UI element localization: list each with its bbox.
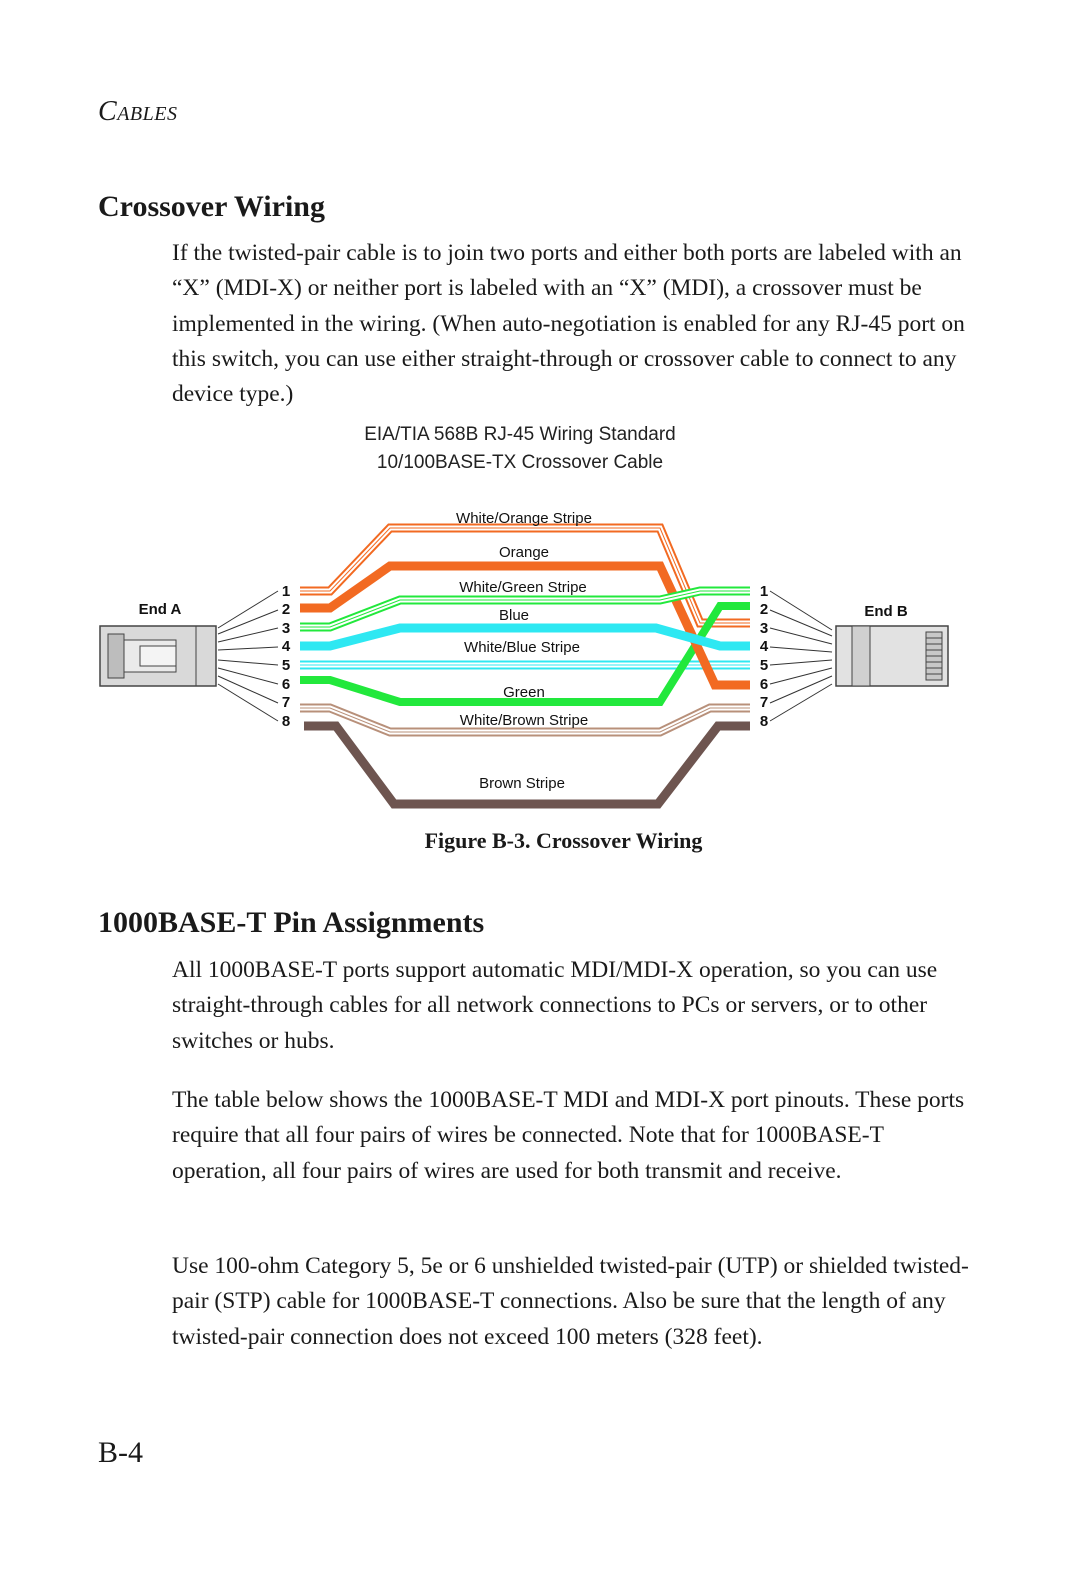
paragraph-crossover: If the twisted-pair cable is to join two ports and either both ports are labeled with an “X” (MDI-X) or neither port is labeled with an “X” (MDI), a crossover must be implemented in the wiring. (When auto-negotiation is enabled for any RJ-45 port on this switch, you can use either straight-through or crossover cable to connect to any device type.)	[172, 240, 965, 408]
pin-right-4: 4	[759, 638, 769, 655]
pin-right-2: 2	[759, 601, 769, 618]
label-white-blue: White/Blue Stripe	[464, 639, 580, 656]
paragraph-1000base-t-3: Use 100-ohm Category 5, 5e or 6 unshielded twisted-pair (UTP) or shielded twisted-pair (STP) cable for 1000BASE-T connections. Also be sure that the length of any twisted-pair connection does not exceed 100 meters (328 feet).	[172, 1253, 969, 1350]
paragraph-1000base-t-1: All 1000BASE-T ports support automatic MDI/MDI-X operation, so you can use straight-through cables for all network connections to PCs or servers, or to other switches or hubs.	[172, 957, 938, 1054]
pin-left-7: 7	[281, 694, 291, 711]
label-brown: Brown Stripe	[479, 775, 565, 792]
section-title-crossover: Crossover Wiring	[98, 190, 325, 223]
fan-lines-end-b	[770, 591, 832, 721]
pin-left-1: 1	[281, 583, 291, 600]
end-b-label: End B	[864, 603, 908, 620]
pin-left-6: 6	[281, 676, 291, 693]
pin-right-3: 3	[759, 620, 769, 637]
pin-left-2: 2	[281, 601, 291, 618]
page-number: B-4	[98, 1436, 143, 1469]
pin-right-8: 8	[759, 713, 769, 730]
running-head-initial: C	[98, 96, 118, 127]
fan-lines-end-a	[218, 591, 278, 721]
pin-left-5: 5	[281, 657, 291, 674]
label-white-green: White/Green Stripe	[459, 579, 587, 596]
pin-right-6: 6	[759, 676, 769, 693]
section-title-1000base-t: 1000BASE-T Pin Assignments	[98, 906, 485, 939]
diagram-title-line2: 10/100BASE-TX Crossover Cable	[376, 452, 664, 473]
pin-right-5: 5	[759, 657, 769, 674]
wire-brown	[304, 726, 750, 804]
label-blue: Blue	[498, 607, 530, 624]
label-green: Green	[503, 684, 545, 701]
pin-right-7: 7	[759, 694, 769, 711]
rj45-plug-end-b	[836, 626, 948, 686]
paragraph-1000base-t-2: The table below shows the 1000BASE-T MDI and MDI-X port pinouts. These ports require that all four pairs of wires be connected. Note that for 1000BASE-T operation, all four pairs of wires are used for both transmit and receive.	[172, 1087, 965, 1184]
pin-left-3: 3	[281, 620, 291, 637]
running-head-rest: ABLES	[117, 103, 178, 125]
pin-right-1: 1	[759, 583, 769, 600]
pin-left-8: 8	[281, 713, 291, 730]
label-white-orange: White/Orange Stripe	[456, 510, 592, 527]
figure-caption: Figure B-3. Crossover Wiring	[424, 828, 703, 853]
pin-left-4: 4	[281, 638, 291, 655]
diagram-title-line1: EIA/TIA 568B RJ-45 Wiring Standard	[364, 424, 676, 445]
end-a-label: End A	[138, 601, 182, 618]
label-orange: Orange	[498, 544, 550, 561]
rj45-plug-end-a	[100, 626, 216, 686]
label-white-brown: White/Brown Stripe	[459, 712, 589, 729]
